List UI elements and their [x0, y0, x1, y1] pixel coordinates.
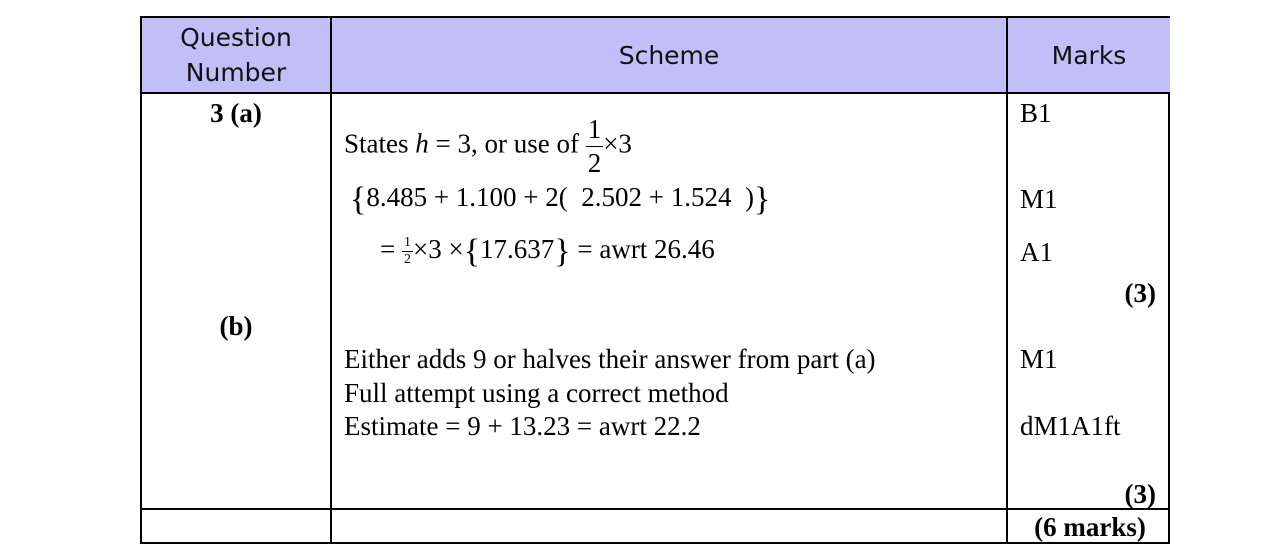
- fraction-numerator: 1: [587, 114, 602, 144]
- scheme-a-line-3-value: 17.637: [480, 234, 555, 264]
- scheme-a-line-1-mid: = 3, or use of: [428, 128, 579, 159]
- mark-b1: M1: [1020, 344, 1058, 374]
- brace-open: {: [463, 233, 481, 270]
- scheme-a-line-3: [380, 233, 715, 270]
- scheme-a-line-1-variable: h: [415, 128, 429, 159]
- scheme-b-line-2: Full attempt using a correct method: [344, 378, 729, 408]
- header-question-number: [142, 18, 330, 92]
- scheme-a-line-3-mid: ×3 ×: [412, 234, 464, 264]
- fraction-one-half: [586, 116, 604, 177]
- header-marks-text: Marks: [1051, 40, 1127, 70]
- fraction-bar: [586, 146, 604, 147]
- scheme-a-line-3-prefix: =: [380, 234, 396, 264]
- question-part-a: 3 (a): [210, 98, 262, 128]
- scheme-b-line-1: Either adds 9 or halves their answer from part (a): [344, 344, 876, 374]
- scheme-a-line-3-suffix: = awrt 26.46: [577, 234, 715, 264]
- scheme-a-line-2: [350, 181, 771, 218]
- fraction-denominator: 2: [403, 252, 411, 268]
- mark-a2: M1: [1020, 184, 1058, 214]
- brace-close: }: [554, 233, 571, 270]
- scheme-b-line-3: Estimate = 9 + 13.23 = awrt 22.2: [344, 411, 701, 441]
- brace-open: {: [350, 181, 367, 218]
- mark-a1: B1: [1020, 98, 1052, 128]
- mark-b-total: (3): [1124, 479, 1156, 509]
- fraction-numerator: 1: [403, 235, 411, 251]
- scheme-a-line-1: [344, 116, 632, 177]
- mark-grand-total: (6 marks): [1034, 512, 1146, 542]
- mark-a-total: (3): [1124, 278, 1156, 308]
- header-question-number-text: Question Number: [180, 23, 292, 87]
- question-part-b: (b): [219, 311, 253, 341]
- scheme-a-line-1-suffix: ×3: [603, 128, 632, 159]
- header-scheme: [332, 18, 1006, 92]
- brace-close: }: [754, 181, 771, 218]
- fraction-one-half-small: [402, 236, 413, 267]
- mark-scheme-table: [140, 16, 1170, 544]
- mark-b2: dM1A1ft: [1020, 411, 1121, 441]
- scheme-a-line-2-expression: 8.485 + 1.100 + 2( 2.502 + 1.524 ): [366, 182, 754, 212]
- header-marks: [1008, 18, 1170, 92]
- mark-a3: A1: [1020, 237, 1053, 267]
- header-divider: [142, 92, 1168, 94]
- scheme-a-line-1-prefix: States: [344, 128, 416, 159]
- fraction-denominator: 2: [587, 148, 602, 178]
- header-scheme-text: Scheme: [618, 40, 720, 70]
- column-divider: [330, 18, 332, 542]
